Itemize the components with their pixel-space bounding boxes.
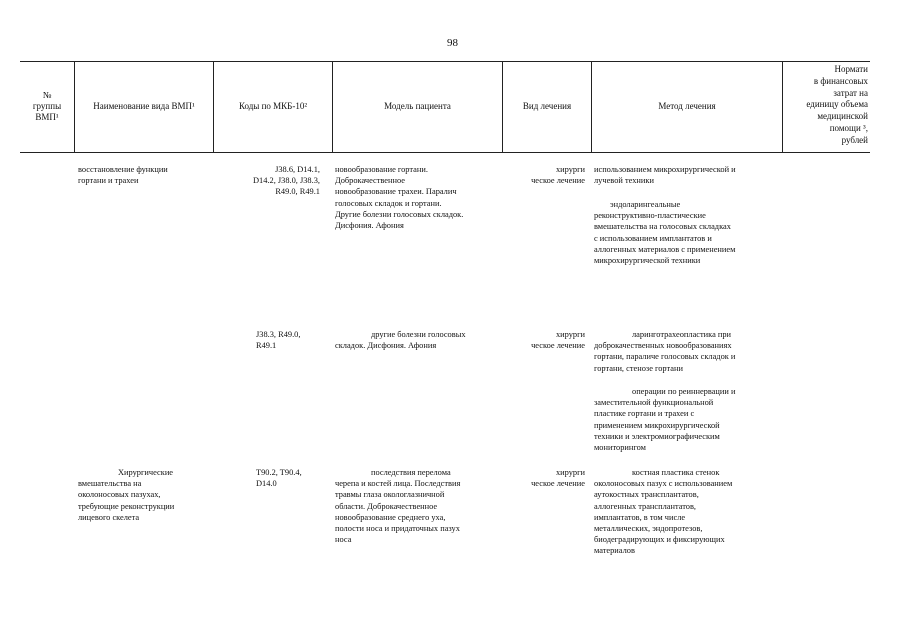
row-3-vmp-name: Хирургические вмешательства на околоносовых пазухах, требующие реконструкции лицевого скелета	[78, 468, 175, 522]
header-top-border	[20, 61, 870, 62]
header-divider	[332, 61, 333, 153]
header-patient-model: Модель пациента	[384, 101, 451, 111]
row-3-icd-codes: T90.2, T90.4, D14.0	[256, 468, 302, 489]
row-1-treatment-type: хирурги ческое лечение	[531, 165, 585, 186]
header-divider	[502, 61, 503, 153]
row-2-treatment-type: хирурги ческое лечение	[531, 330, 585, 351]
header-treatment-method: Метод лечения	[658, 101, 716, 111]
header-bottom-border	[20, 152, 870, 153]
row-2-method-2: операции по реиннервации и заместительной функциональной пластике гортани и трахеи с применением микрохирургической техники и электромиографическим мониторингом	[594, 387, 736, 453]
header-divider	[782, 61, 783, 153]
header-group-number: № группы ВМП¹	[32, 90, 62, 122]
header-divider	[591, 61, 592, 153]
header-divider	[74, 61, 75, 153]
row-1-patient-model: новообразование гортани. Доброкачественное новообразование трахеи. Паралич голосовых складок и гортани. Другие болезни голосовых складок. Дисфония. Афония	[335, 165, 464, 231]
header-divider	[213, 61, 214, 153]
row-2-method-1: ларинготрахеопластика при доброкачественных новообразованиях гортани, параличе голосовых складок и гортани, стенозе гортани	[594, 330, 736, 373]
row-1-method-2: эндоларингеальные реконструктивно-пластические вмешательства на голосовых складках с использованием имплантатов и аллогенных материалов с применением микрохирургической техники	[594, 200, 736, 266]
row-3-treatment-type: хирурги ческое лечение	[531, 468, 585, 489]
row-2-patient-model: другие болезни голосовых складок. Дисфония. Афония	[335, 330, 466, 351]
header-icd-codes: Коды по МКБ-10²	[238, 101, 308, 111]
page-number: 98	[447, 37, 458, 49]
header-treatment-type: Вид лечения	[522, 101, 572, 111]
row-1-method-1: использованием микрохирургической и лучевой техники	[594, 165, 736, 186]
row-1-vmp-name: восстановление функции гортани и трахеи	[78, 165, 168, 186]
header-vmp-name: Наименование вида ВМП¹	[93, 101, 195, 111]
row-1-icd-codes: J38.6, D14.1, D14.2, J38.0, J38.3, R49.0, R49.1	[252, 165, 320, 197]
row-3-method-1: костная пластика стенок околоносовых пазух с использованием аутокостных трансплантатов, аллогенных трансплантатов, имплантатов, в том числе металлических, эндопротезов, биодеградирующих и фиксирующих материалов	[594, 468, 733, 556]
row-3-patient-model: последствия перелома черепа и костей лица. Последствия травмы глаза окологлазничной области. Доброкачественное новообразование среднего уха, полости носа и придаточных пазух носа	[335, 468, 461, 545]
row-2-icd-codes: J38.3, R49.0, R49.1	[256, 330, 301, 351]
header-financial-norm: Нормати в финансовых затрат на единицу объема медицинской помощи ³, рублей	[806, 64, 868, 145]
